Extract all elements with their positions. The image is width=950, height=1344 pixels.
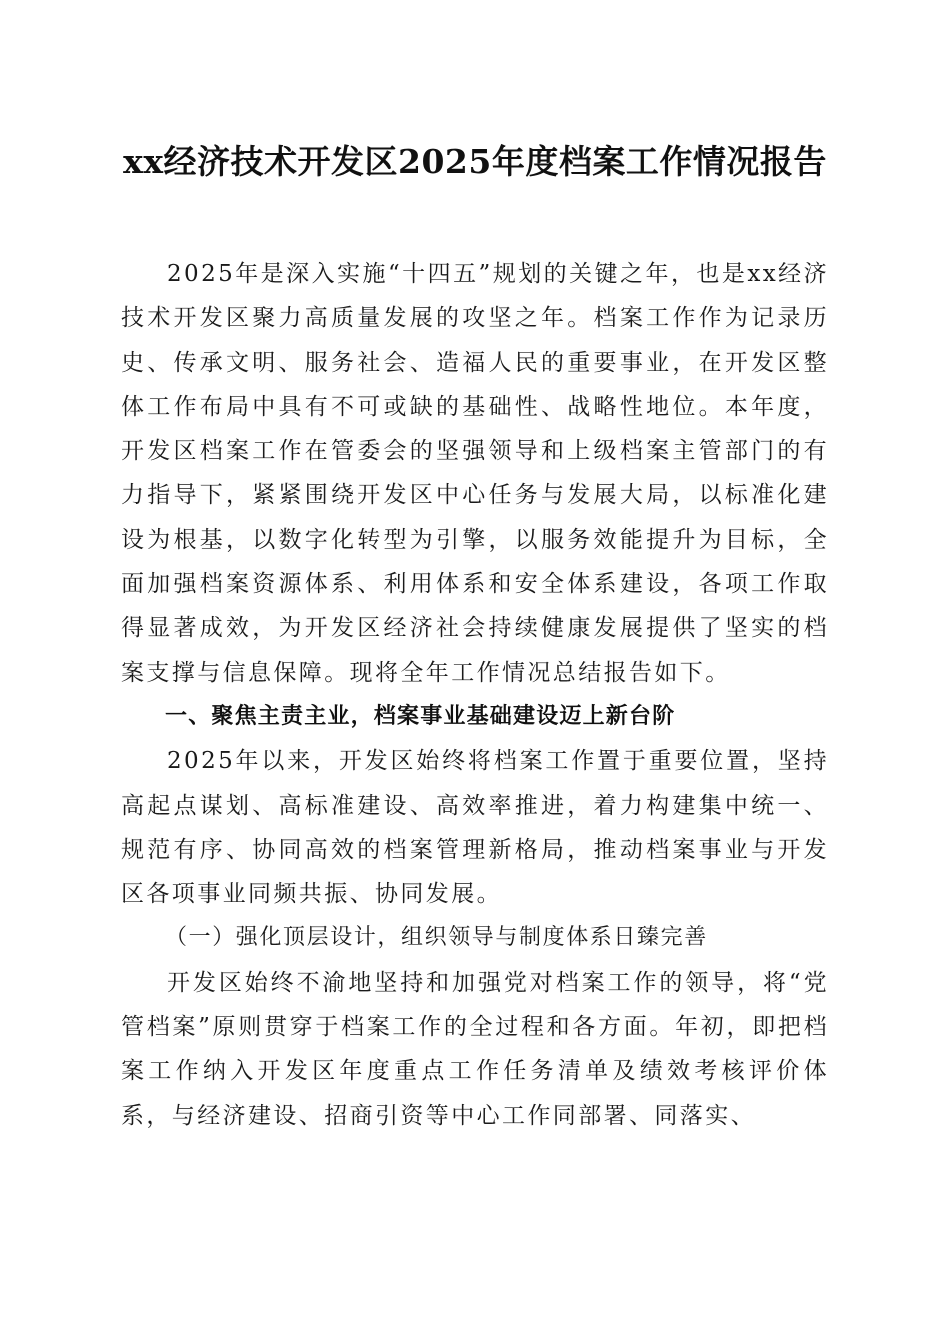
section-1-heading: 一、聚焦主责主业，档案事业基础建设迈上新台阶 [165,703,676,729]
document-body [121,252,829,1138]
document-title: xx经济技术开发区2025年度档案工作情况报告 [123,142,827,181]
intro-paragraph: 2025年是深入实施“十四五”规划的关键之年，也是xx经济技术开发区聚力高质量发展的攻坚之年。档案工作作为记录历史、传承文明、服务社会、造福人民的重要事业，在开发区整体工作布局中具有不可或缺的基础性、战略性地位。本年度，开发区档案工作在管委会的坚强领导和上级档案主管部门的有力指导下，紧紧围绕开发区中心任务与发展大局，以标准化建设为根基，以数字化转型为引擎，以服务效能提升为目标，全面加强档案资源体系、利用体系和安全体系建设，各项工作取得显著成效，为开发区经济社会持续健康发展提供了坚实的档案支撑与信息保障。现将全年工作情况总结报告如下。 [121,261,829,686]
subsection-1-heading: （一）强化顶层设计，组织领导与制度体系日臻完善 [165,925,708,951]
section-1-paragraph: 2025年以来，开发区始终将档案工作置于重要位置，坚持高起点谋划、高标准建设、高效率推进，着力构建集中统一、规范有序、协同高效的档案管理新格局，推动档案事业与开发区各项事业同频共振、协同发展。 [121,748,829,908]
subsection-1-paragraph: 开发区始终不渝地坚持和加强党对档案工作的领导，将“党管档案”原则贯穿于档案工作的全过程和各方面。年初，即把档案工作纳入开发区年度重点工作任务清单及绩效考核评价体系，与经济建设、招商引资等中心工作同部署、同落实、 [121,969,829,1129]
